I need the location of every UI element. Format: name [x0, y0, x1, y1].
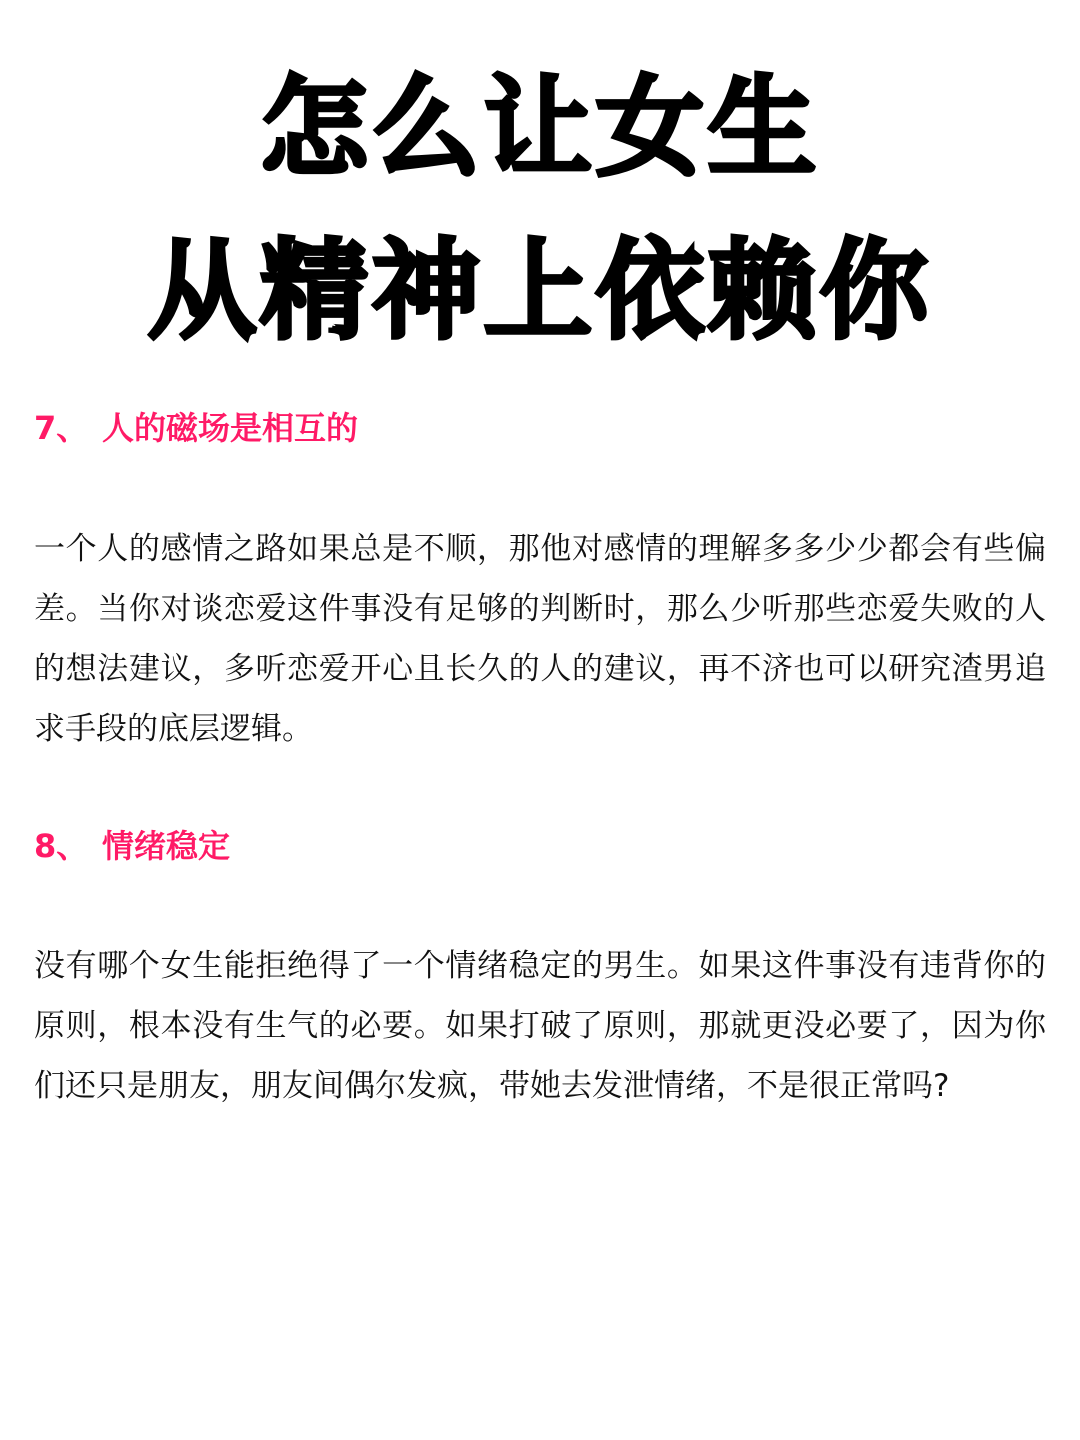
section-8-heading: [34, 827, 231, 865]
section-7-number: 7、: [34, 409, 89, 447]
section-8-title: 情绪稳定: [102, 827, 231, 865]
section-7-body: 一个人的感情之路如果总是不顺，那他对感情的理解多多少少都会有些偏差。当你对谈恋爱这件事没有足够的判断时，那么少听那些恋爱失败的人的想法建议，多听恋爱开心且长久的人的建议，再不济也可以研究渣男追求手段的底层逻辑。: [34, 531, 1046, 747]
section-7-heading: [34, 409, 359, 447]
page-title-line-1: 怎么让女生: [259, 66, 820, 191]
section-8-number: 8、: [34, 827, 89, 865]
section-8-body: 没有哪个女生能拒绝得了一个情绪稳定的男生。如果这件事没有违背你的原则，根本没有生气的必要。如果打破了原则，那就更没必要了，因为你们还只是朋友，朋友间偶尔发疯，带她去发泄情绪，不是很正常吗?: [34, 948, 1046, 1104]
section-7-title: 人的磁场是相互的: [102, 409, 359, 447]
page-title-line-2: 从精神上依赖你: [147, 229, 932, 354]
